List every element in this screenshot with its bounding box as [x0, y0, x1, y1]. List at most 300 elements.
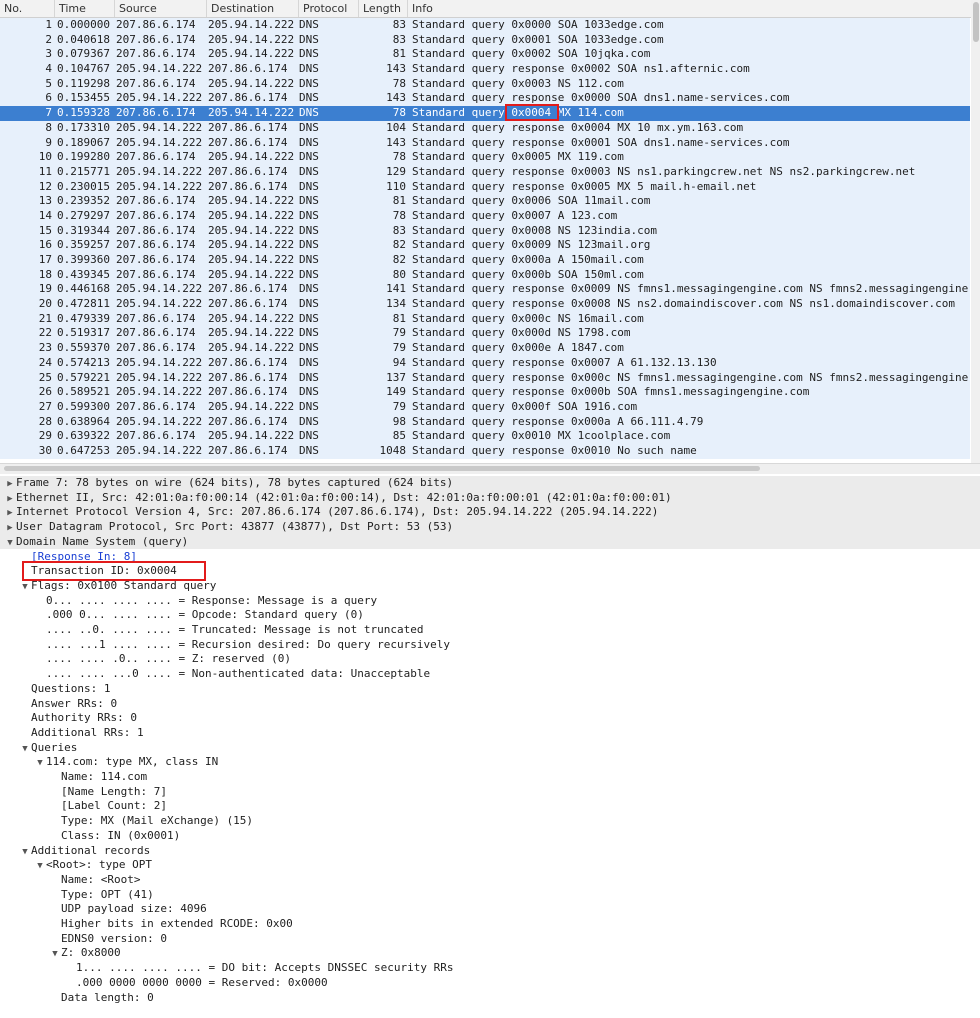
packet-dst-cell: 205.94.14.222 [208, 267, 295, 281]
packet-no-cell: 15 [38, 223, 52, 237]
detail-field-row[interactable] [0, 594, 377, 609]
packet-src-cell: 207.86.6.174 [116, 76, 196, 90]
packet-proto-cell: DNS [299, 341, 319, 355]
detail-field-row[interactable] [0, 579, 216, 594]
packet-dst-cell: 205.94.14.222 [208, 253, 295, 266]
detail-text: Class: IN (0x0001) [61, 828, 181, 842]
packet-info-cell: Standard query response 0x000b SOA fmns1.messagingengine.com [412, 385, 810, 399]
packet-len-cell: 83 [392, 32, 406, 46]
packet-row[interactable] [0, 282, 970, 297]
packet-proto-cell: DNS [299, 238, 319, 252]
detail-text: .... .... ...0 .... = Non-authenticated data: Unacceptable [46, 667, 431, 681]
packet-dst-cell: 205.94.14.222 [208, 311, 295, 325]
packet-proto-cell: DNS [299, 267, 319, 281]
packet-src-cell: 207.86.6.174 [116, 106, 196, 120]
highlight-box-transaction-id-field [22, 561, 206, 581]
detail-field-row[interactable] [0, 932, 167, 947]
packet-time-cell: 0.639322 [57, 429, 110, 443]
packet-row[interactable] [0, 429, 970, 444]
packet-time-cell: 0.446168 [57, 282, 110, 296]
expand-arrow-icon[interactable]: ▼ [37, 758, 43, 769]
packet-dst-cell: 207.86.6.174 [208, 62, 288, 76]
packet-time-cell: 0.279297 [57, 208, 110, 222]
detail-field-row[interactable] [0, 844, 150, 859]
packet-src-cell: 205.94.14.222 [116, 414, 203, 428]
packet-len-cell: 81 [392, 47, 406, 61]
packet-dst-cell: 207.86.6.174 [208, 355, 288, 369]
packet-no-cell: 30 [38, 443, 52, 457]
detail-section-row[interactable] [0, 476, 980, 491]
packet-row[interactable] [0, 91, 970, 106]
packet-dst-cell: 205.94.14.222 [208, 194, 295, 208]
detail-text: [Name Length: 7] [61, 784, 167, 798]
packet-src-cell: 205.94.14.222 [116, 443, 203, 457]
detail-section-row[interactable] [0, 505, 980, 520]
packet-info-cell: Standard query 0x0007 A 123.com [412, 208, 618, 222]
packet-len-cell: 82 [392, 238, 406, 252]
packet-proto-cell: DNS [299, 91, 319, 105]
detail-text: Transaction ID: 0x0004 [31, 564, 177, 578]
packet-src-cell: 207.86.6.174 [116, 311, 196, 325]
detail-text: Answer RRs: 0 [31, 696, 118, 710]
packet-row[interactable] [0, 77, 970, 92]
packet-row[interactable] [0, 312, 970, 327]
packet-time-cell: 0.239352 [57, 194, 110, 208]
packet-time-cell: 0.189067 [57, 135, 110, 149]
packet-proto-cell: DNS [299, 106, 319, 120]
packet-proto-cell: DNS [299, 385, 319, 399]
packet-len-cell: 78 [392, 208, 406, 222]
packet-row[interactable] [0, 180, 970, 195]
vertical-scrollbar-thumb[interactable] [973, 2, 979, 42]
detail-field-row[interactable] [0, 888, 154, 903]
packet-info-cell: Standard query response 0x000a A 66.111.4.79 [412, 414, 704, 428]
detail-text: Type: MX (Mail eXchange) (15) [61, 814, 254, 828]
packet-no-cell: 23 [38, 341, 52, 355]
packet-dst-cell: 205.94.14.222 [208, 32, 295, 46]
packet-row[interactable] [0, 341, 970, 356]
highlight-box-transaction-id-info [505, 104, 559, 121]
packet-len-cell: 143 [386, 135, 406, 149]
packet-no-cell: 16 [38, 238, 52, 252]
packet-time-cell: 0.589521 [57, 385, 110, 399]
packet-info-cell: Standard query 0x0006 SOA 11mail.com [412, 194, 651, 208]
packet-len-cell: 98 [392, 414, 406, 428]
packet-info-cell: Standard query 0x0000 SOA 1033edge.com [412, 18, 664, 31]
packet-src-cell: 207.86.6.174 [116, 253, 196, 266]
detail-text: Authority RRs: 0 [31, 711, 137, 725]
packet-proto-cell: DNS [299, 150, 319, 164]
column-header-no[interactable]: No. [0, 0, 55, 17]
packet-len-cell: 78 [392, 106, 406, 120]
packet-proto-cell: DNS [299, 253, 319, 266]
packet-details-pane[interactable] [0, 475, 980, 1018]
packet-row[interactable] [0, 385, 970, 400]
detail-field-row[interactable] [0, 697, 117, 712]
detail-text: Name: 114.com [61, 770, 148, 783]
packet-time-cell: 0.559370 [57, 341, 110, 355]
packet-list-header [0, 0, 980, 18]
detail-text: 1... .... .... .... = DO bit: Accepts DNSSEC security RRs [76, 961, 454, 975]
packet-row[interactable] [0, 150, 970, 165]
packet-len-cell: 134 [386, 297, 406, 311]
packet-row[interactable] [0, 121, 970, 136]
packet-dst-cell: 207.86.6.174 [208, 179, 288, 193]
packet-no-cell: 27 [38, 399, 52, 413]
packet-len-cell: 85 [392, 429, 406, 443]
packet-no-cell: 2 [45, 32, 52, 46]
collapse-arrow-icon[interactable]: ▶ [7, 523, 13, 534]
detail-text: Domain Name System (query) [16, 534, 189, 548]
packet-dst-cell: 207.86.6.174 [208, 135, 288, 149]
packet-info-cell: Standard query response 0x000c NS fmns1.messagingengine.com NS fmns2.messagingengine [412, 370, 969, 384]
packet-no-cell: 12 [38, 179, 52, 193]
packet-src-cell: 205.94.14.222 [116, 385, 203, 399]
packet-time-cell: 0.399360 [57, 253, 110, 266]
packet-src-cell: 207.86.6.174 [116, 341, 196, 355]
detail-field-row[interactable] [0, 799, 167, 814]
detail-field-row[interactable] [0, 961, 454, 976]
packet-time-cell: 0.439345 [57, 267, 110, 281]
detail-text: .... ..0. .... .... = Truncated: Message is not truncated [46, 623, 424, 636]
detail-field-row[interactable] [0, 814, 253, 829]
packet-info-cell: Standard query 0x000a A 150mail.com [412, 253, 644, 266]
packet-info-cell: Standard query 0x0005 MX 119.com [412, 150, 624, 164]
detail-section-row[interactable] [0, 491, 980, 506]
packet-no-cell: 17 [38, 253, 52, 266]
packet-row[interactable] [0, 165, 970, 180]
packet-no-cell: 1 [45, 18, 52, 31]
packet-no-cell: 24 [38, 355, 52, 369]
detail-text: [Label Count: 2] [61, 799, 167, 813]
packet-len-cell: 82 [392, 253, 406, 266]
packet-src-cell: 207.86.6.174 [116, 47, 196, 61]
packet-no-cell: 3 [45, 47, 52, 61]
detail-section-row[interactable] [0, 520, 980, 535]
packet-time-cell: 0.040618 [57, 32, 110, 46]
packet-proto-cell: DNS [299, 18, 319, 31]
packet-no-cell: 5 [45, 76, 52, 90]
packet-info-cell: Standard query 0x0001 SOA 1033edge.com [412, 32, 664, 46]
packet-time-cell: 0.230015 [57, 179, 110, 193]
packet-row[interactable] [0, 33, 970, 48]
packet-src-cell: 205.94.14.222 [116, 164, 203, 178]
packet-src-cell: 207.86.6.174 [116, 32, 196, 46]
column-header-time[interactable]: Time [55, 0, 115, 17]
packet-len-cell: 137 [386, 370, 406, 384]
packet-src-cell: 205.94.14.222 [116, 179, 203, 193]
packet-no-cell: 11 [38, 164, 52, 178]
detail-text: UDP payload size: 4096 [61, 902, 207, 916]
packet-no-cell: 20 [38, 297, 52, 311]
detail-text: .000 0... .... .... = Opcode: Standard query (0) [46, 608, 364, 622]
packet-info-cell: Standard query response 0x0009 NS fmns1.messagingengine.com NS fmns2.messagingengine [412, 282, 969, 296]
packet-proto-cell: DNS [299, 223, 319, 237]
detail-field-row[interactable] [0, 917, 293, 932]
detail-field-row[interactable] [0, 873, 140, 888]
packet-len-cell: 149 [386, 385, 406, 399]
detail-field-row[interactable] [0, 638, 450, 653]
packet-row[interactable] [0, 400, 970, 415]
detail-text: Additional records [31, 843, 151, 857]
packet-proto-cell: DNS [299, 47, 319, 61]
packet-proto-cell: DNS [299, 370, 319, 384]
expand-arrow-icon[interactable]: ▼ [52, 949, 58, 960]
packet-time-cell: 0.519317 [57, 326, 110, 340]
detail-text: Internet Protocol Version 4, Src: 207.86.6.174 (207.86.6.174), Dst: 205.94.14.222 (205.94.14.222) [16, 505, 659, 519]
packet-len-cell: 78 [392, 76, 406, 90]
packet-row[interactable] [0, 268, 970, 283]
packet-time-cell: 0.199280 [57, 150, 110, 164]
packet-proto-cell: DNS [299, 282, 319, 296]
packet-row[interactable] [0, 194, 970, 209]
packet-time-cell: 0.472811 [57, 297, 110, 311]
detail-field-row[interactable] [0, 623, 424, 638]
packet-row-selected[interactable] [0, 106, 970, 121]
column-header-destination[interactable]: Destination [207, 0, 299, 17]
packet-row[interactable] [0, 47, 970, 62]
packet-time-cell: 0.215771 [57, 164, 110, 178]
packet-src-cell: 205.94.14.222 [116, 62, 203, 76]
packet-info-cell: Standard query 0x000c NS 16mail.com [412, 311, 644, 325]
column-header-length[interactable]: Length [359, 0, 408, 17]
packet-no-cell: 7 [45, 106, 52, 120]
detail-field-row[interactable] [0, 755, 218, 770]
detail-field-row[interactable] [0, 991, 154, 1006]
packet-src-cell: 205.94.14.222 [116, 135, 203, 149]
detail-text: Data length: 0 [61, 990, 154, 1004]
packet-no-cell: 10 [38, 150, 52, 164]
detail-text: 114.com: type MX, class IN [46, 755, 219, 769]
packet-row[interactable] [0, 326, 970, 341]
collapse-arrow-icon[interactable]: ▶ [7, 508, 13, 519]
packet-src-cell: 207.86.6.174 [116, 238, 196, 252]
packet-time-cell: 0.638964 [57, 414, 110, 428]
packet-row[interactable] [0, 253, 970, 268]
detail-field-row[interactable] [0, 770, 147, 785]
packet-src-cell: 207.86.6.174 [116, 208, 196, 222]
packet-info-cell: Standard query response 0x0003 NS ns1.parkingcrew.net NS ns2.parkingcrew.net [412, 164, 916, 178]
packet-len-cell: 143 [386, 62, 406, 76]
packet-no-cell: 19 [38, 282, 52, 296]
detail-field-row[interactable] [0, 829, 180, 844]
packet-row[interactable] [0, 18, 970, 33]
detail-field-row[interactable] [0, 785, 167, 800]
expand-arrow-icon[interactable]: ▼ [22, 743, 28, 754]
packet-rows [0, 18, 970, 459]
packet-no-cell: 21 [38, 311, 52, 325]
packet-dst-cell: 207.86.6.174 [208, 91, 288, 105]
packet-info-cell: Standard query response 0x0000 SOA dns1.name-services.com [412, 91, 790, 105]
packet-time-cell: 0.599300 [57, 399, 110, 413]
packet-time-cell: 0.079367 [57, 47, 110, 61]
packet-time-cell: 0.153455 [57, 91, 110, 105]
detail-text: EDNS0 version: 0 [61, 931, 167, 945]
packet-proto-cell: DNS [299, 297, 319, 311]
detail-text: .... .... .0.. .... = Z: reserved (0) [46, 652, 292, 666]
detail-section-row[interactable] [0, 535, 980, 550]
detail-field-row[interactable] [0, 682, 110, 697]
detail-text: Ethernet II, Src: 42:01:0a:f0:00:14 (42:01:0a:f0:00:14), Dst: 42:01:0a:f0:00:01 (42:01:0a:f0:00:01) [16, 490, 672, 504]
packet-list[interactable] [0, 0, 980, 463]
detail-text: Type: OPT (41) [61, 887, 154, 901]
expand-arrow-icon[interactable]: ▼ [22, 846, 28, 857]
packet-info-cell: Standard query 0x0009 NS 123mail.org [412, 238, 651, 252]
expand-arrow-icon[interactable]: ▼ [22, 581, 28, 592]
packet-no-cell: 18 [38, 267, 52, 281]
horizontal-scrollbar-thumb[interactable] [4, 466, 760, 471]
packet-row[interactable] [0, 371, 970, 386]
packet-proto-cell: DNS [299, 311, 319, 325]
packet-dst-cell: 207.86.6.174 [208, 385, 288, 399]
packet-row[interactable] [0, 356, 970, 371]
packet-time-cell: 0.647253 [57, 443, 110, 457]
packet-no-cell: 8 [45, 120, 52, 134]
packet-proto-cell: DNS [299, 355, 319, 369]
packet-no-cell: 4 [45, 62, 52, 76]
packet-proto-cell: DNS [299, 179, 319, 193]
packet-len-cell: 80 [392, 267, 406, 281]
packet-proto-cell: DNS [299, 399, 319, 413]
detail-text: Higher bits in extended RCODE: 0x00 [61, 917, 293, 930]
expand-arrow-icon[interactable]: ▼ [37, 861, 43, 872]
packet-info-cell: Standard query 0x000d NS 1798.com [412, 326, 631, 340]
packet-time-cell: 0.574213 [57, 355, 110, 369]
detail-text: Questions: 1 [31, 681, 111, 695]
packet-no-cell: 9 [45, 135, 52, 149]
detail-text: .... ...1 .... .... = Recursion desired: Do query recursively [46, 637, 450, 651]
packet-proto-cell: DNS [299, 135, 319, 149]
detail-field-row[interactable] [0, 902, 207, 917]
packet-dst-cell: 207.86.6.174 [208, 282, 288, 296]
packet-row[interactable] [0, 224, 970, 239]
packet-dst-cell: 205.94.14.222 [208, 106, 295, 120]
packet-src-cell: 207.86.6.174 [116, 326, 196, 340]
packet-dst-cell: 207.86.6.174 [208, 370, 288, 384]
detail-text: User Datagram Protocol, Src Port: 43877 (43877), Dst Port: 53 (53) [16, 520, 454, 534]
packet-src-cell: 207.86.6.174 [116, 150, 196, 164]
packet-len-cell: 1048 [379, 443, 406, 457]
detail-field-row[interactable] [0, 946, 121, 961]
packet-no-cell: 29 [38, 429, 52, 443]
packet-info-cell: Standard query response 0x0008 NS ns2.domaindiscover.com NS ns1.domaindiscover.com [412, 297, 956, 311]
packet-dst-cell: 205.94.14.222 [208, 399, 295, 413]
packet-info-cell: Standard query 0x0004 MX 114.com [412, 106, 624, 120]
detail-text: Flags: 0x0100 Standard query [31, 578, 217, 592]
packet-time-cell: 0.319344 [57, 223, 110, 237]
packet-row[interactable] [0, 297, 970, 312]
collapse-arrow-icon[interactable]: ▶ [7, 493, 13, 504]
packet-proto-cell: DNS [299, 120, 319, 134]
column-header-source[interactable]: Source [115, 0, 207, 17]
packet-src-cell: 207.86.6.174 [116, 429, 196, 443]
packet-row[interactable] [0, 238, 970, 253]
packet-len-cell: 104 [386, 120, 406, 134]
packet-info-cell: Standard query 0x0002 SOA 10jqka.com [412, 47, 651, 61]
packet-len-cell: 83 [392, 18, 406, 31]
packet-len-cell: 78 [392, 150, 406, 164]
packet-info-cell: Standard query response 0x0007 A 61.132.13.130 [412, 355, 717, 369]
vertical-scrollbar[interactable] [971, 0, 980, 463]
detail-field-row[interactable] [0, 652, 291, 667]
horizontal-scrollbar[interactable] [0, 463, 980, 474]
packet-dst-cell: 205.94.14.222 [208, 18, 295, 31]
packet-src-cell: 207.86.6.174 [116, 18, 196, 31]
packet-no-cell: 22 [38, 326, 52, 340]
packet-src-cell: 205.94.14.222 [116, 120, 203, 134]
packet-len-cell: 79 [392, 341, 406, 355]
packet-info-cell: Standard query response 0x0001 SOA dns1.name-services.com [412, 135, 790, 149]
response-in-link[interactable]: [Response In: 8] [31, 549, 137, 563]
packet-dst-cell: 205.94.14.222 [208, 429, 295, 443]
detail-field-row[interactable] [0, 858, 152, 873]
packet-row[interactable] [0, 444, 970, 459]
packet-time-cell: 0.119298 [57, 76, 110, 90]
column-header-protocol[interactable]: Protocol [299, 0, 359, 17]
packet-proto-cell: DNS [299, 414, 319, 428]
packet-src-cell: 207.86.6.174 [116, 194, 196, 208]
expand-arrow-icon[interactable]: ▼ [7, 537, 13, 548]
packet-no-cell: 13 [38, 194, 52, 208]
packet-dst-cell: 205.94.14.222 [208, 326, 295, 340]
packet-row[interactable] [0, 209, 970, 224]
packet-dst-cell: 205.94.14.222 [208, 238, 295, 252]
packet-dst-cell: 205.94.14.222 [208, 223, 295, 237]
packet-proto-cell: DNS [299, 164, 319, 178]
detail-field-row[interactable] [0, 976, 328, 991]
packet-no-cell: 14 [38, 208, 52, 222]
packet-time-cell: 0.000000 [57, 18, 110, 31]
detail-field-row[interactable] [0, 711, 137, 726]
detail-field-row[interactable] [0, 608, 364, 623]
packet-dst-cell: 207.86.6.174 [208, 414, 288, 428]
detail-text: Queries [31, 740, 78, 754]
packet-proto-cell: DNS [299, 208, 319, 222]
packet-time-cell: 0.173310 [57, 120, 110, 134]
packet-src-cell: 205.94.14.222 [116, 91, 203, 105]
packet-src-cell: 207.86.6.174 [116, 267, 196, 281]
packet-len-cell: 81 [392, 194, 406, 208]
packet-info-cell: Standard query 0x0003 NS 112.com [412, 76, 624, 90]
packet-no-cell: 28 [38, 414, 52, 428]
packet-no-cell: 26 [38, 385, 52, 399]
packet-time-cell: 0.159328 [57, 106, 110, 120]
packet-dst-cell: 207.86.6.174 [208, 297, 288, 311]
packet-row[interactable] [0, 136, 970, 151]
detail-field-row[interactable] [0, 741, 77, 756]
packet-row[interactable] [0, 62, 970, 77]
packet-src-cell: 205.94.14.222 [116, 282, 203, 296]
packet-time-cell: 0.579221 [57, 370, 110, 384]
packet-proto-cell: DNS [299, 76, 319, 90]
detail-field-row[interactable] [0, 667, 430, 682]
detail-text: Frame 7: 78 bytes on wire (624 bits), 78 bytes captured (624 bits) [16, 476, 454, 489]
detail-text: Additional RRs: 1 [31, 725, 144, 739]
packet-dst-cell: 207.86.6.174 [208, 120, 288, 134]
packet-src-cell: 205.94.14.222 [116, 355, 203, 369]
column-header-info[interactable]: Info [412, 2, 433, 15]
packet-dst-cell: 205.94.14.222 [208, 47, 295, 61]
packet-row[interactable] [0, 415, 970, 430]
packet-len-cell: 94 [392, 355, 406, 369]
packet-len-cell: 143 [386, 91, 406, 105]
collapse-arrow-icon[interactable]: ▶ [7, 479, 13, 489]
packet-time-cell: 0.104767 [57, 62, 110, 76]
detail-text: Z: 0x8000 [61, 946, 121, 960]
detail-field-row[interactable] [0, 726, 144, 741]
packet-info-cell: Standard query response 0x0002 SOA ns1.afternic.com [412, 62, 750, 76]
packet-dst-cell: 205.94.14.222 [208, 208, 295, 222]
